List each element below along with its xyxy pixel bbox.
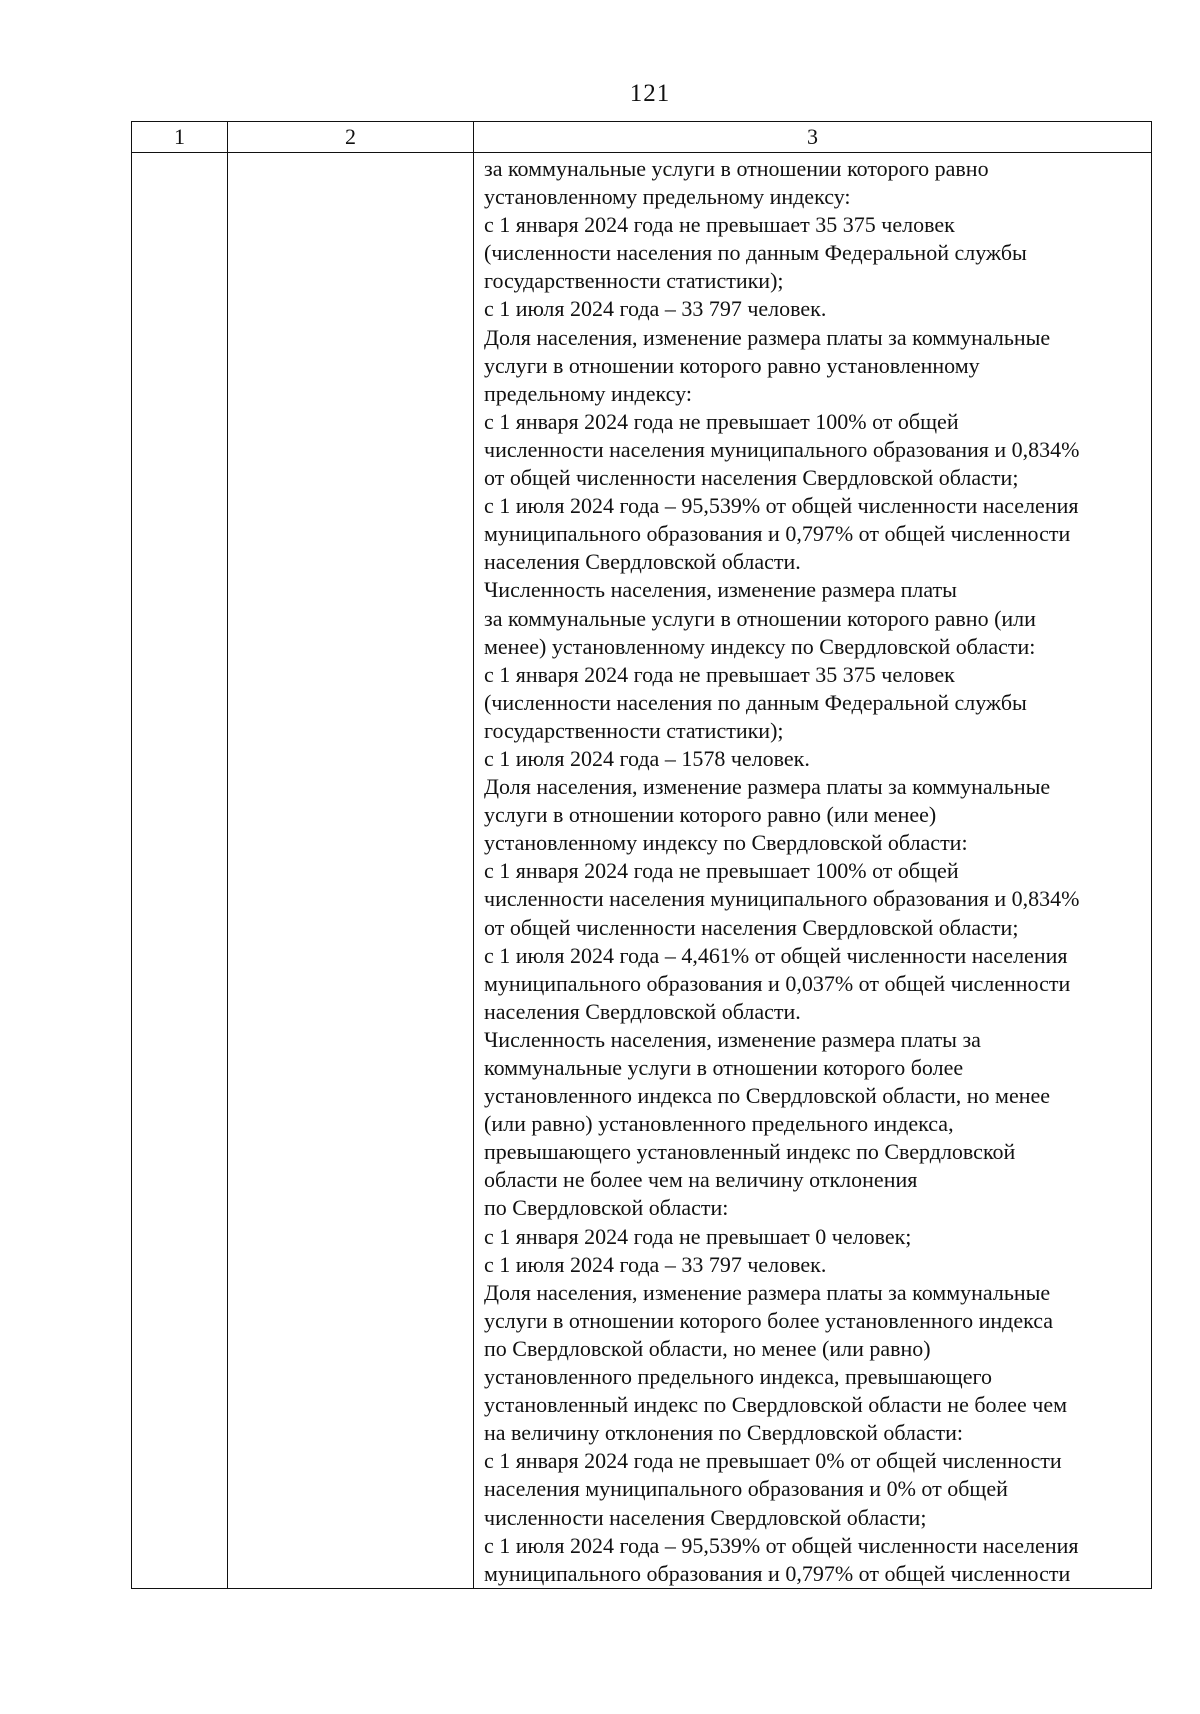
table-header-row [132, 122, 1152, 153]
text-line: муниципального образования и 0,797% от общей численности [484, 521, 1071, 547]
text-line: на величину отклонения по Свердловской области: [484, 1420, 963, 1446]
column-header-3: 3 [474, 122, 1152, 153]
text-line: с 1 июля 2024 года – 95,539% от общей численности населения [484, 493, 1079, 519]
cell-column-2 [228, 153, 474, 1589]
text-line: по Свердловской области, но менее (или равно) [484, 1335, 931, 1361]
text-line: населения Свердловской области. [484, 549, 801, 575]
cell-column-3 [474, 153, 1152, 1589]
text-line: коммунальные услуги в отношении которого более [484, 1055, 964, 1080]
text-line: с 1 января 2024 года не превышает 0 человек; [484, 1223, 912, 1249]
text-line: численности населения муниципального образования и 0,834% [484, 886, 1080, 912]
cell-column-3-text [474, 153, 1151, 1588]
text-line: (численности населения по данным Федеральной службы [484, 240, 1027, 266]
text-line: Численность населения, изменение размера платы за [484, 1026, 981, 1052]
text-line: с 1 июля 2024 года – 33 797 человек. [484, 1251, 827, 1277]
text-line: установленному предельному индексу: [484, 184, 851, 210]
text-line: от общей численности населения Свердловской области; [484, 465, 1019, 491]
text-line: населения муниципального образования и 0% от общей [484, 1476, 1008, 1502]
text-line: государственности статистики); [484, 268, 784, 294]
text-line: с 1 января 2024 года не превышает 35 375 человек [484, 661, 955, 687]
text-line: с 1 июля 2024 года – 1578 человек. [484, 745, 810, 771]
text-line: услуги в отношении которого равно (или менее) [484, 802, 937, 828]
text-line: по Свердловской области: [484, 1195, 729, 1221]
text-line: с 1 июля 2024 года – 4,461% от общей численности населения [484, 942, 1068, 968]
text-line: численности населения Свердловской области; [484, 1504, 927, 1530]
text-line: от общей численности населения Свердловской области; [484, 914, 1019, 940]
text-line: численности населения муниципального образования и 0,834% [484, 436, 1080, 462]
text-line: государственности статистики); [484, 717, 784, 743]
text-line: установленного индекса по Свердловской области, но менее [484, 1083, 1051, 1109]
text-line: (или равно) установленного предельного индекса, [484, 1111, 954, 1137]
text-line: Доля населения, изменение размера платы за коммунальные [484, 324, 1051, 350]
text-line: установленный индекс по Свердловской области не более чем [484, 1392, 1067, 1418]
text-line: населения Свердловской области. [484, 998, 801, 1024]
text-line: муниципального образования и 0,037% от общей численности [484, 970, 1071, 996]
text-line: области не более чем на величину отклонения [484, 1167, 918, 1193]
text-line: менее) установленному индексу по Свердловской области: [484, 633, 1036, 659]
table-row [132, 153, 1152, 1589]
text-line: с 1 января 2024 года не превышает 100% от общей [484, 858, 959, 884]
text-line: с 1 января 2024 года не превышает 35 375 человек [484, 212, 955, 238]
text-line: с 1 января 2024 года не превышает 0% от общей численности [484, 1448, 1062, 1474]
page-number: 121 [629, 80, 671, 107]
cell-column-1 [132, 153, 228, 1589]
text-line: услуги в отношении которого более установленного индекса [484, 1307, 1054, 1333]
document-table [131, 121, 1152, 1589]
text-line: Доля населения, изменение размера платы за коммунальные [484, 774, 1051, 800]
text-line: с 1 января 2024 года не превышает 100% от общей [484, 408, 959, 434]
text-line: установленному индексу по Свердловской области: [484, 830, 968, 856]
text-line: установленного предельного индекса, превышающего [484, 1364, 992, 1390]
text-line: Доля населения, изменение размера платы за коммунальные [484, 1279, 1051, 1305]
column-header-1: 1 [132, 122, 228, 153]
text-line: за коммунальные услуги в отношении которого равно (или [484, 605, 1036, 631]
text-line: предельному индексу: [484, 380, 692, 406]
text-line: Численность населения, изменение размера платы [484, 577, 957, 603]
text-line: (численности населения по данным Федеральной службы [484, 689, 1027, 715]
text-line: превышающего установленный индекс по Свердловской [484, 1139, 1016, 1165]
text-line: муниципального образования и 0,797% от общей численности [484, 1560, 1071, 1586]
text-line: с 1 июля 2024 года – 33 797 человек. [484, 296, 827, 322]
text-line: с 1 июля 2024 года – 95,539% от общей численности населения [484, 1532, 1079, 1558]
column-header-2: 2 [228, 122, 474, 153]
text-line: за коммунальные услуги в отношении которого равно [484, 156, 989, 181]
text-line: услуги в отношении которого равно установленному [484, 352, 980, 378]
